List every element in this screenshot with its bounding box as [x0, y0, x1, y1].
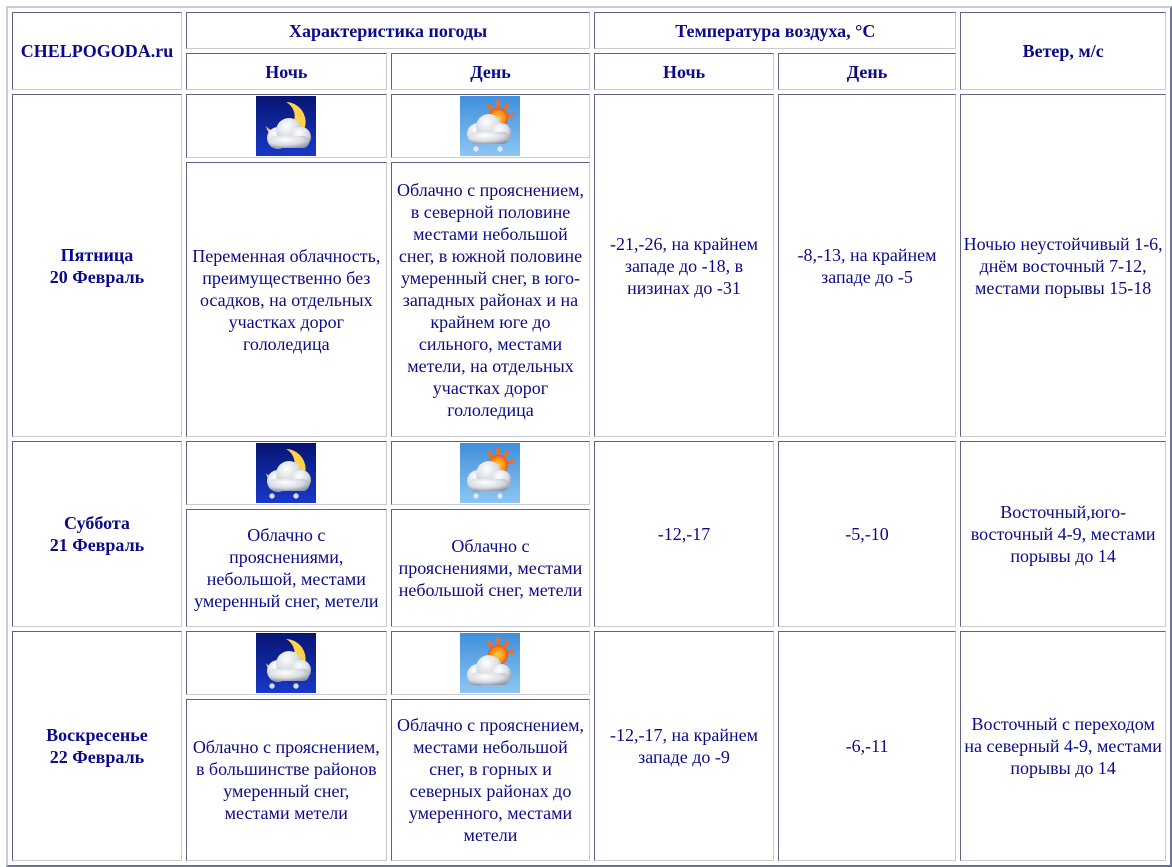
- weather-characteristic-header: Характеристика погоды: [186, 12, 590, 49]
- temp-day: -6,-11: [778, 631, 957, 861]
- day-label-sunday: [12, 631, 182, 861]
- moon-cloud-snow-icon: [256, 633, 316, 693]
- night-icon-cell: [186, 631, 387, 695]
- site-name: CHELPOGODA.ru: [12, 12, 182, 90]
- temp-night: -21,-26, на крайнем западе до -18, в низинах до -31: [594, 94, 774, 437]
- temperature-header: Температура воздуха, °C: [594, 12, 956, 49]
- temp-night: -12,-17, на крайнем западе до -9: [594, 631, 774, 861]
- weekday: Пятница: [60, 244, 134, 265]
- day-icon-cell: [391, 441, 591, 505]
- wind: Восточный с переходом на северный 4-9, местами порывы до 14: [960, 631, 1166, 861]
- wind: Восточный,юго-восточный 4-9, местами порывы до 14: [960, 441, 1166, 627]
- date: 21 Февраль: [49, 535, 145, 555]
- temp-day: -5,-10: [778, 441, 957, 627]
- day-icon-cell: [391, 631, 591, 695]
- night-description: Переменная облачность, преимущественно без осадков, на отдельных участках дорог гололедица: [186, 162, 387, 437]
- temp-night-header: Ночь: [594, 53, 774, 90]
- night-icon-cell: [186, 94, 387, 158]
- day-label-saturday: [12, 441, 182, 627]
- forecast-table: [6, 6, 1172, 867]
- wind: Ночью неустойчивый 1-6, днём восточный 7-12, местами порывы 15-18: [960, 94, 1166, 437]
- date: 20 Февраль: [49, 266, 145, 287]
- temp-night: -12,-17: [594, 441, 774, 627]
- day-description: Облачно с прояснениями, местами небольшой снег, метели: [391, 509, 591, 627]
- moon-cloud-snow-icon: [256, 443, 316, 503]
- day-label-friday: [12, 94, 182, 437]
- temp-day: -8,-13, на крайнем западе до -5: [778, 94, 957, 437]
- night-description: Облачно с прояснениями, небольшой, местами умеренный снег, метели: [186, 509, 387, 627]
- night-icon-cell: [186, 441, 387, 505]
- weekday: Суббота: [64, 513, 130, 533]
- weekday: Воскресенье: [46, 725, 148, 745]
- temp-day-header: День: [778, 53, 957, 90]
- moon-cloud-icon: [256, 96, 316, 156]
- date: 22 Февраль: [49, 747, 145, 767]
- sun-cloud-snow-icon: [460, 96, 520, 156]
- day-description: Облачно с прояснением, местами небольшой снег, в горных и северных районах до умеренного, местами метели: [391, 699, 591, 861]
- sun-cloud-icon: [460, 633, 520, 693]
- wind-header: Ветер, м/с: [960, 12, 1166, 90]
- weather-day-header: День: [391, 53, 591, 90]
- day-icon-cell: [391, 94, 591, 158]
- weather-night-header: Ночь: [186, 53, 387, 90]
- day-description: Облачно с прояснением, в северной половине местами небольшой снег, в южной половине умеренный снег, в юго-западных районах и на крайнем юге до сильного, местами метели, на отдельных участках дорог гололедица: [391, 162, 591, 437]
- night-description: Облачно с прояснением, в большинстве районов умеренный снег, местами метели: [186, 699, 387, 861]
- sun-cloud-snow-icon: [460, 443, 520, 503]
